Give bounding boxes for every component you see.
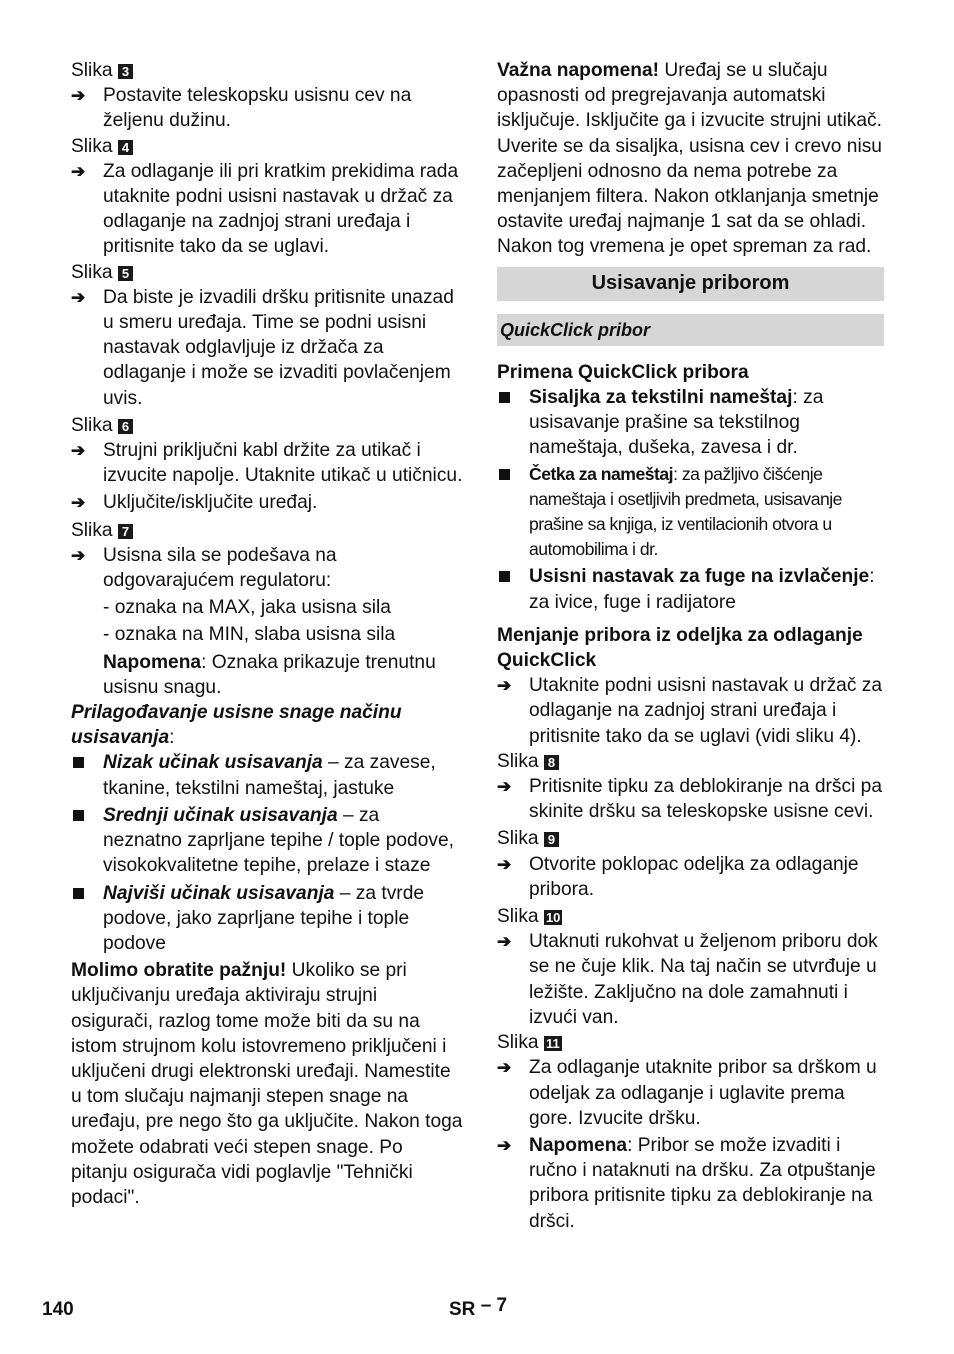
important-note: Važna napomena! Uređaj se u slučaju opasnosti od pregrejavanja automatski isključuje. Isključite ga i izvucite strujni utikač. Uverite se da sisaljka, usisna cev i crevo nisu začepljeni odnosno da nema potrebe za menjanjem filtera. Nakon otklanjanja smetnje ostavite uređaj najmanje 1 sat da se ohladi. Nakon tog vremena je opet spreman za rad.: [497, 60, 882, 258]
figure-ref-3: Slika 3: [71, 58, 463, 83]
square-bullet-icon: [73, 888, 84, 899]
arrow-right-icon: ➔: [71, 545, 86, 565]
arrow-right-icon: ➔: [71, 493, 86, 513]
bullet-item: Srednji učinak usisavanja – za neznatno zaprljane tepihe / tople podove, visokokvalitetne tepihe, prelaze i staze: [71, 803, 463, 879]
arrow-right-icon: ➔: [497, 1135, 512, 1155]
figure-number-badge: 7: [118, 524, 133, 539]
left-column: [71, 58, 463, 1210]
min-setting: - oznaka na MIN, slaba usisna sila: [103, 624, 396, 646]
action-item: ➔ Za odlaganje utaknite pribor sa drškom u odeljak za odlaganje i uglavite prema gore. Izvucite dršku.: [497, 1057, 877, 1129]
figure-ref-9: Slika 9: [497, 826, 884, 851]
figure-ref-10: Slika 10: [497, 906, 561, 928]
bullet-item: Sisaljka za tekstilni nameštaj: za usisavanje prašine sa tekstilnog nameštaja, dušeka, zavesa i dr.: [497, 385, 884, 461]
action-item: ➔ Usisna sila se podešava na odgovarajućem regulatoru:: [71, 544, 337, 592]
figure-ref-4: Slika 4: [71, 134, 463, 159]
arrow-right-icon: ➔: [497, 1058, 512, 1078]
change-title: Menjanje pribora iz odeljka za odlaganje QuickClick: [497, 624, 863, 672]
use-title: Primena QuickClick pribora: [497, 361, 749, 383]
attention-paragraph: Molimo obratite pažnju! Ukoliko se pri uključivanju uređaja aktiviraju strujni osigurači, razlog tome može biti da su na istom strujnom kolu istovremeno priključeni i uključeni drugi elektronski uređaji. Namestite u tom slučaju najmanji stepen snage na uređaju, pre nego što ga uključite. Nakon toga možete odabrati veći stepen snage. Po pitanju osigurača vidi poglavlje "Tehnički podaci".: [71, 960, 463, 1208]
arrow-right-icon: ➔: [71, 161, 86, 181]
arrow-right-icon: ➔: [497, 676, 512, 696]
figure-number-badge: 8: [544, 755, 559, 770]
section-heading: Usisavanje priborom: [497, 267, 884, 301]
action-item: ➔ Napomena: Pribor se može izvaditi i ručno i nataknuti na dršku. Za otpuštanje pribora pritisnite tipku za deblokiranje na dršci.: [497, 1134, 876, 1232]
figure-number-badge: 9: [544, 832, 559, 847]
figure-number-badge: 10: [545, 910, 561, 926]
square-bullet-icon: [73, 810, 84, 821]
bullet-item: Četka za nameštaj: za pažljivo čišćenje nameštaja i osetljivih predmeta, usisavanje prašine sa knjiga, iz ventilacionih otvora u automobilima i dr.: [497, 462, 884, 562]
figure-ref-7: Slika 7: [71, 518, 463, 543]
figure-number-badge: 4: [118, 140, 133, 155]
action-item: ➔ Pritisnite tipku za deblokiranje na dršci pa skinite dršku sa teleskopske usisne cevi.: [497, 776, 883, 823]
arrow-right-icon: ➔: [71, 287, 86, 307]
action-item: ➔ Postavite teleskopsku usisnu cev na željenu dužinu.: [71, 85, 412, 132]
figure-number-badge: 3: [118, 64, 133, 79]
note: Napomena: Oznaka prikazuje trenutnu usisnu snagu.: [103, 651, 436, 698]
square-bullet-icon: [499, 469, 510, 480]
right-column: [497, 58, 884, 1234]
bullet-item: Nizak učinak usisavanja – za zavese, tkanine, tekstilni nameštaj, jastuke: [71, 750, 463, 800]
action-item: ➔ Za odlaganje ili pri kratkim prekidima rada utaknite podni usisni nastavak u držač za odlaganje na zadnjoj strani uređaja i pritisnite tako da se uglavi.: [71, 160, 459, 258]
subsection-heading: QuickClick pribor: [497, 314, 884, 346]
arrow-right-icon: ➔: [497, 932, 512, 952]
max-setting: - oznaka na MAX, jaka usisna sila: [103, 597, 391, 619]
action-item: ➔ Utaknite podni usisni nastavak u držač za odlaganje na zadnjoj strani uređaja i pritisnite tako da se uglavi (vidi sliku 4).: [497, 675, 883, 747]
language-section: SR – 7: [449, 1295, 508, 1320]
square-bullet-icon: [73, 757, 84, 768]
figure-ref-5: Slika 5: [71, 260, 463, 285]
square-bullet-icon: [499, 571, 510, 582]
figure-number-badge: 11: [545, 1036, 560, 1052]
arrow-right-icon: ➔: [497, 854, 512, 874]
adapt-heading: Prilagođavanje usisne snage načinu usisavanja:: [71, 702, 402, 749]
action-item: ➔ Utaknuti rukohvat u željenom priboru dok se ne čuje klik. Na taj način se utvrđuje u ležište. Zaključno na dole zamahnuti i izvući van.: [497, 931, 878, 1028]
square-bullet-icon: [499, 392, 510, 403]
action-item: ➔ Da biste je izvadili dršku pritisnite unazad u smeru uređaja. Time se podni usisni nastavak odglavljuje iz držača za odlaganje i može se izvaditi povlačenjem uvis.: [71, 286, 454, 409]
figure-number-badge: 5: [118, 266, 133, 281]
arrow-right-icon: ➔: [71, 86, 86, 106]
arrow-right-icon: ➔: [71, 441, 86, 461]
figure-ref-6: Slika 6: [71, 413, 463, 438]
bullet-item: Usisni nastavak za fuge na izvlačenje: za ivice, fuge i radijatore: [497, 564, 884, 614]
arrow-right-icon: ➔: [497, 777, 512, 797]
figure-ref-8: Slika 8: [497, 749, 884, 774]
page-number: 140: [42, 1299, 74, 1320]
action-item: ➔ Uključite/isključite uređaj.: [71, 490, 463, 515]
bullet-item: Najviši učinak usisavanja – za tvrde podove, jako zaprljane tepihe i tople podove: [71, 881, 463, 957]
figure-number-badge: 6: [118, 419, 133, 434]
action-item: ➔ Otvorite poklopac odeljka za odlaganje pribora.: [497, 853, 859, 900]
action-item: ➔ Strujni priključni kabl držite za utikač i izvucite napolje. Utaknite utikač u utičnicu.: [71, 440, 463, 487]
figure-ref-11: Slika 11: [497, 1032, 560, 1054]
